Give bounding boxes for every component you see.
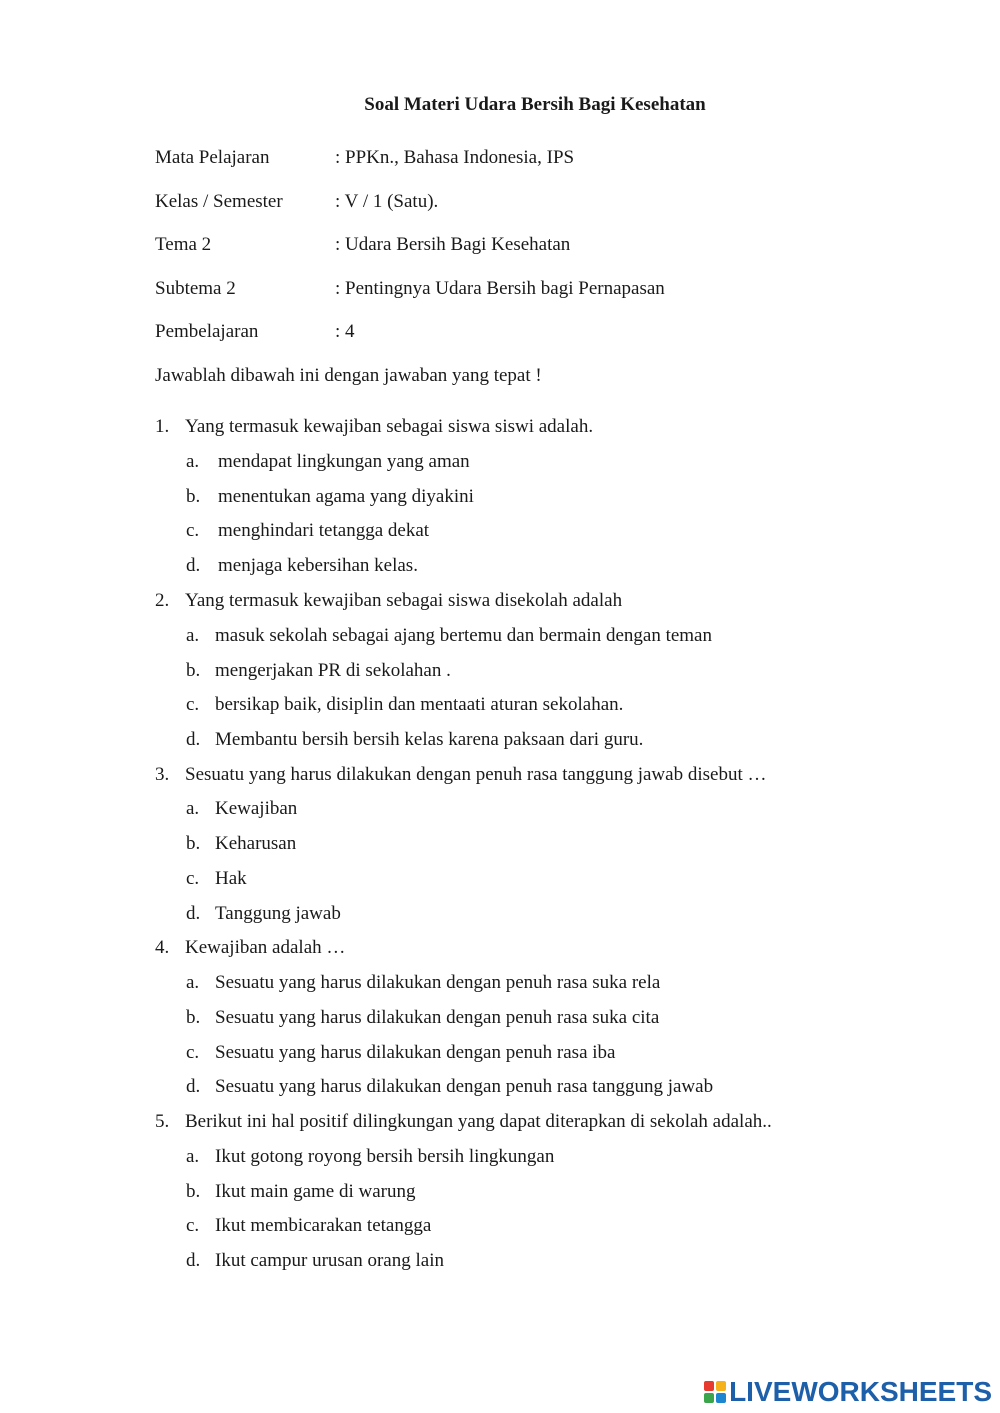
option-text: menjaga kebersihan kelas. <box>218 555 418 576</box>
option-text: Membantu bersih bersih kelas karena paksaan dari guru. <box>215 729 644 750</box>
question-5 <box>155 1110 772 1134</box>
option-text: Tanggung jawab <box>215 903 341 924</box>
question-text: Kewajiban adalah … <box>185 937 346 958</box>
option-letter: c. <box>186 694 200 715</box>
question-text: Yang termasuk kewajiban sebagai siswa disekolah adalah <box>185 590 623 611</box>
question-1-option-b[interactable] <box>186 485 474 509</box>
question-2 <box>155 589 622 613</box>
question-1-option-d[interactable] <box>186 554 418 578</box>
option-text: Ikut membicarakan tetangga <box>215 1215 432 1236</box>
meta-label: Tema 2 <box>155 234 212 255</box>
option-text: Hak <box>215 868 247 889</box>
option-letter: d. <box>186 1076 201 1097</box>
option-text: masuk sekolah sebagai ajang bertemu dan bermain dengan teman <box>215 625 712 646</box>
question-4-option-d[interactable] <box>186 1075 713 1099</box>
logo-square-red <box>704 1381 714 1391</box>
option-text: mengerjakan PR di sekolahan . <box>215 660 451 681</box>
option-text: Keharusan <box>215 833 297 854</box>
question-text: Berikut ini hal positif dilingkungan yang dapat diterapkan di sekolah adalah.. <box>185 1111 772 1132</box>
liveworksheets-logo[interactable] <box>704 1377 992 1407</box>
question-2-option-d[interactable] <box>186 728 643 752</box>
meta-label: Subtema 2 <box>155 278 236 299</box>
question-5-option-b[interactable] <box>186 1180 416 1204</box>
meta-value: : V / 1 (Satu). <box>335 191 439 212</box>
meta-row-subject <box>155 146 574 170</box>
question-1-option-a[interactable] <box>186 450 470 474</box>
option-text: menghindari tetangga dekat <box>218 520 430 541</box>
question-text: Sesuatu yang harus dilakukan dengan penuh rasa tanggung jawab disebut … <box>185 764 767 785</box>
question-text: Yang termasuk kewajiban sebagai siswa siswi adalah. <box>185 416 594 437</box>
question-number: 2. <box>155 590 170 611</box>
question-5-option-d[interactable] <box>186 1249 444 1273</box>
meta-value: : PPKn., Bahasa Indonesia, IPS <box>335 147 575 168</box>
option-text: Sesuatu yang harus dilakukan dengan penuh rasa tanggung jawab <box>215 1076 714 1097</box>
question-2-option-b[interactable] <box>186 659 451 683</box>
option-letter: b. <box>186 1181 201 1202</box>
question-3-option-a[interactable] <box>186 797 297 821</box>
option-letter: a. <box>186 972 200 993</box>
option-letter: b. <box>186 660 201 681</box>
option-text: Ikut campur urusan orang lain <box>215 1250 444 1271</box>
option-letter: b. <box>186 833 201 854</box>
instruction-text: Jawablah dibawah ini dengan jawaban yang tepat ! <box>155 365 542 386</box>
question-number: 4. <box>155 937 170 958</box>
logo-grid-icon <box>704 1381 726 1403</box>
option-letter: b. <box>186 486 201 507</box>
question-number: 5. <box>155 1111 170 1132</box>
logo-square-yellow <box>716 1381 726 1391</box>
logo-square-green <box>704 1393 714 1403</box>
meta-value: : Pentingnya Udara Bersih bagi Pernapasan <box>335 278 665 299</box>
question-2-option-a[interactable] <box>186 624 712 648</box>
question-4-option-c[interactable] <box>186 1041 615 1065</box>
question-4-option-b[interactable] <box>186 1006 659 1030</box>
question-5-option-c[interactable] <box>186 1214 431 1238</box>
meta-row-class <box>155 190 438 214</box>
question-1-option-c[interactable] <box>186 519 429 543</box>
option-text: Ikut gotong royong bersih bersih lingkungan <box>215 1146 555 1167</box>
option-letter: d. <box>186 1250 201 1271</box>
option-text: Sesuatu yang harus dilakukan dengan penuh rasa iba <box>215 1042 616 1063</box>
option-letter: c. <box>186 868 200 889</box>
meta-row-theme <box>155 233 570 257</box>
option-letter: d. <box>186 555 201 576</box>
page-title: Soal Materi Udara Bersih Bagi Kesehatan <box>364 94 706 115</box>
option-letter: c. <box>186 1042 200 1063</box>
question-3-option-b[interactable] <box>186 832 296 856</box>
option-text: Ikut main game di warung <box>215 1181 416 1202</box>
option-text: Sesuatu yang harus dilakukan dengan penuh rasa suka rela <box>215 972 661 993</box>
option-letter: d. <box>186 903 201 924</box>
logo-text: LIVEWORKSHEETS <box>729 1376 992 1407</box>
question-number: 3. <box>155 764 170 785</box>
option-text: Kewajiban <box>215 798 298 819</box>
question-number: 1. <box>155 416 170 437</box>
option-letter: a. <box>186 798 200 819</box>
meta-row-subtheme <box>155 277 665 301</box>
option-letter: b. <box>186 1007 201 1028</box>
logo-square-blue <box>716 1393 726 1403</box>
option-letter: c. <box>186 520 200 541</box>
option-text: mendapat lingkungan yang aman <box>218 451 470 472</box>
question-3 <box>155 763 766 787</box>
option-text: Sesuatu yang harus dilakukan dengan penuh rasa suka cita <box>215 1007 660 1028</box>
option-text: menentukan agama yang diyakini <box>218 486 474 507</box>
meta-value: : 4 <box>335 321 355 342</box>
question-5-option-a[interactable] <box>186 1145 554 1169</box>
question-2-option-c[interactable] <box>186 693 623 717</box>
option-text: bersikap baik, disiplin dan mentaati aturan sekolahan. <box>215 694 624 715</box>
option-letter: d. <box>186 729 201 750</box>
option-letter: a. <box>186 1146 200 1167</box>
question-3-option-c[interactable] <box>186 867 247 891</box>
meta-label: Pembelajaran <box>155 321 259 342</box>
question-1 <box>155 415 593 439</box>
meta-label: Kelas / Semester <box>155 191 283 212</box>
question-4-option-a[interactable] <box>186 971 660 995</box>
meta-row-lesson <box>155 320 355 344</box>
option-letter: a. <box>186 451 200 472</box>
question-3-option-d[interactable] <box>186 902 341 926</box>
option-letter: a. <box>186 625 200 646</box>
option-letter: c. <box>186 1215 200 1236</box>
meta-label: Mata Pelajaran <box>155 147 270 168</box>
question-4 <box>155 936 345 960</box>
meta-value: : Udara Bersih Bagi Kesehatan <box>335 234 571 255</box>
